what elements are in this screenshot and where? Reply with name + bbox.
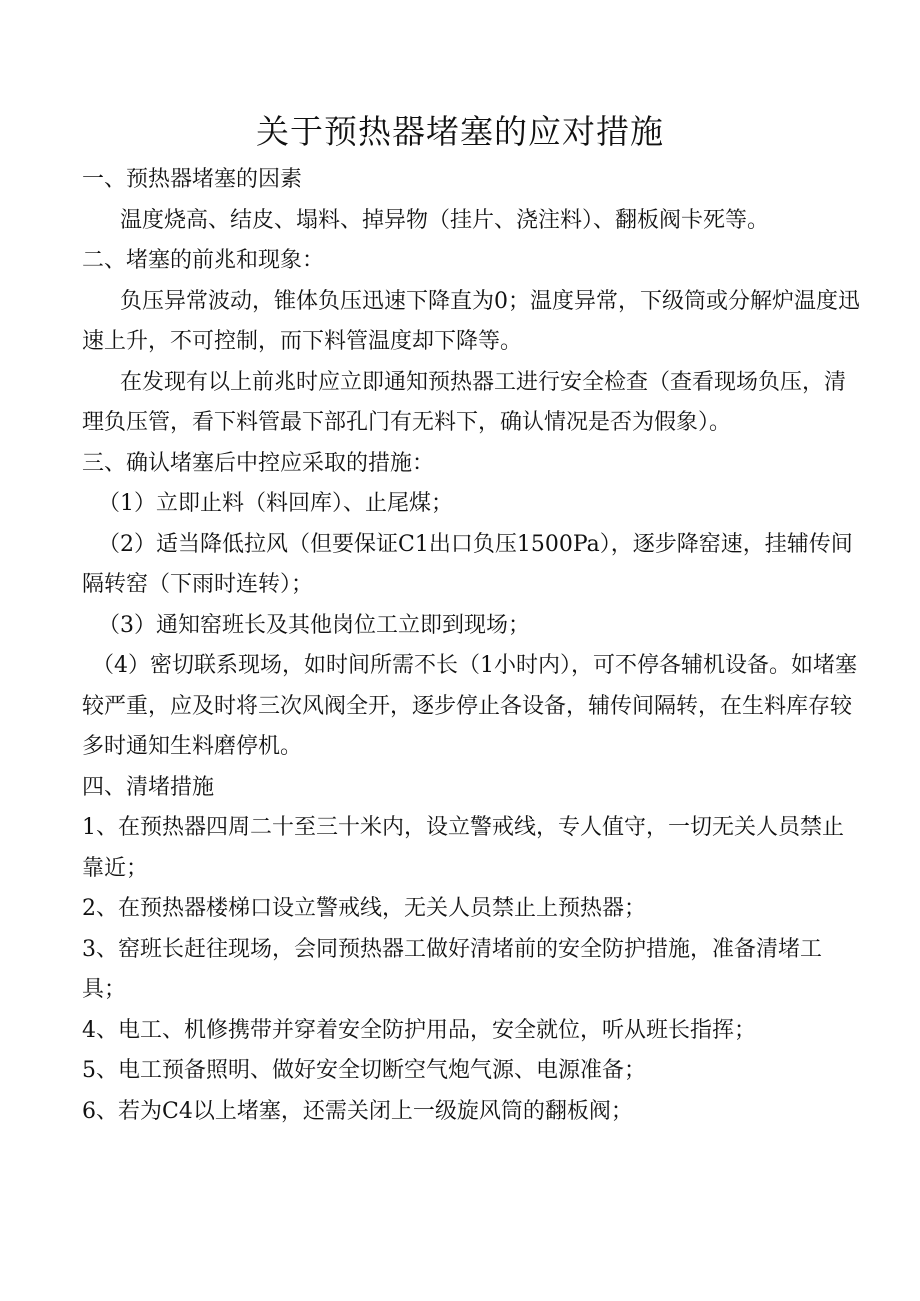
measure-item-4: （4）密切联系现场，如时间所需不长（1小时内），可不停各辅机设备。如堵塞较严重，应及时将三次风阀全开，逐步停止各设备，辅传间隔转，在生料库存较多时通知生料磨停机。 [82,653,857,759]
section-heading-2: 二、堵塞的前兆和现象： [82,248,325,273]
paragraph-symptoms: 负压异常波动，锥体负压迅速下降直为0；温度异常，下级筒或分解炉温度迅速上升，不可控制，而下料管温度却下降等。 [82,288,860,354]
section-heading-1: 一、预热器堵塞的因素 [82,167,303,192]
section-heading-3: 三、确认堵塞后中控应采取的措施： [82,450,435,476]
section-heading-4: 四、清堵措施 [82,774,215,800]
clearing-step-5: 5、电工预备照明、做好安全切断空气炮气源、电源准备； [82,1058,646,1083]
paragraph-causes: 温度烧高、结皮、塌料、掉异物（挂片、浇注料）、翻板阀卡死等。 [120,207,770,233]
document-title: 关于预热器堵塞的应对措施 [256,112,664,151]
clearing-step-3: 3、窑班长赶往现场，会同预热器工做好清堵前的安全防护措施，准备清堵工具； [82,936,822,1002]
clearing-step-2: 2、在预热器楼梯口设立警戒线，无关人员禁止上预热器； [82,896,646,921]
clearing-step-1: 1、在预热器四周二十至三十米内，设立警戒线，专人值守，一切无关人员禁止靠近； [82,815,844,881]
measure-item-3: （3）通知窑班长及其他岗位工立即到现场； [98,612,530,638]
document-body [82,160,862,1132]
measure-item-2: （2）适当降低拉风（但要保证C1出口负压1500Pa），逐步降窑速，挂辅传间隔转窑（下雨时连转）； [82,531,853,597]
measure-item-1: （1）立即止料（料回库）、止尾煤； [98,491,453,516]
paragraph-inspection: 在发现有以上前兆时应立即通知预热器工进行安全检查（查看现场负压，清理负压管，看下料管最下部孔门有无料下，确认情况是否为假象）。 [82,369,847,435]
clearing-step-6: 6、若为C4以上堵塞，还需关闭上一级旋风筒的翻板阀； [82,1098,633,1124]
clearing-step-4: 4、电工、机修携带并穿着安全防护用品，安全就位，听从班长指挥； [82,1017,756,1043]
